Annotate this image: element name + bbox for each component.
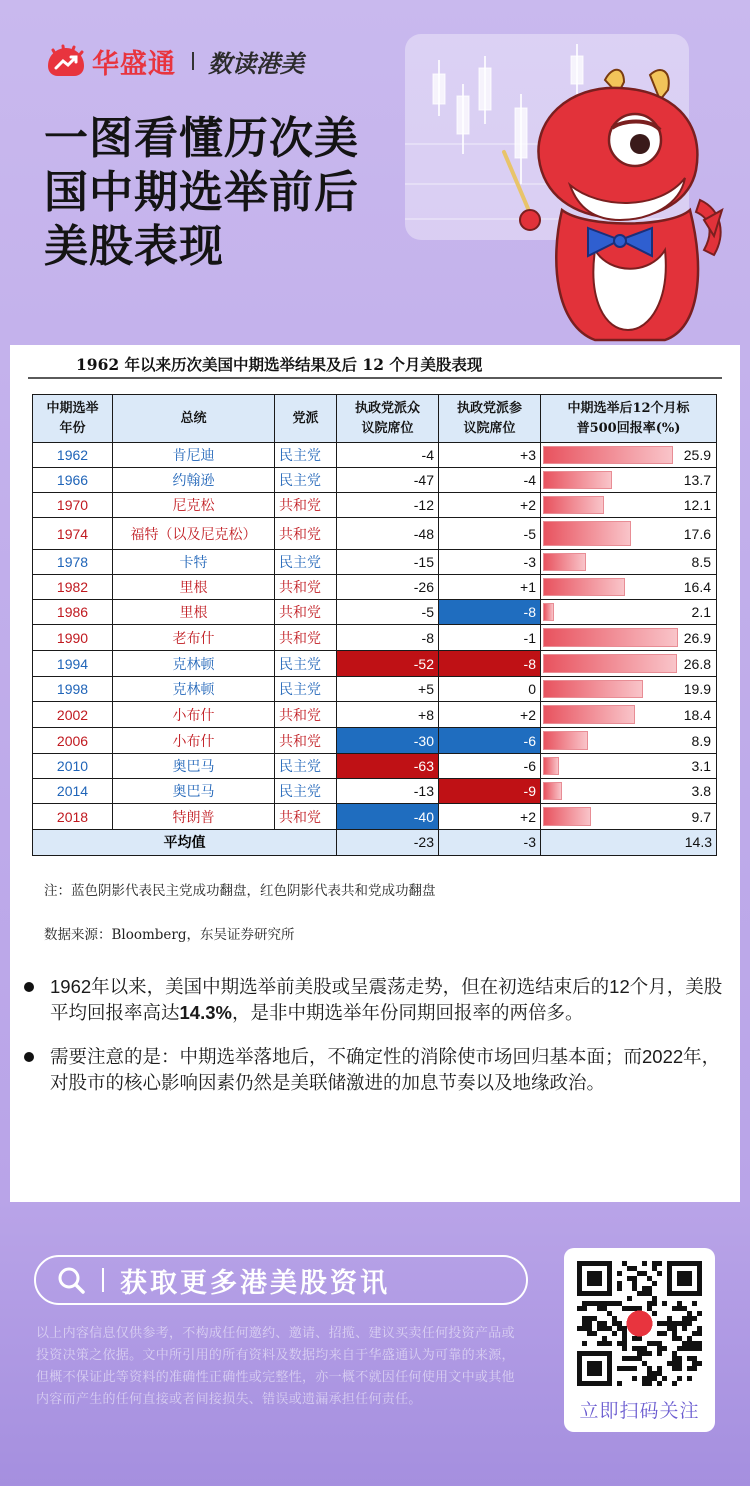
return-value-label: 18.4 [683,706,711,723]
cell-return [541,625,717,651]
cell-house-seats: -47 [337,468,439,493]
header-year: 中期选举 年份 [33,395,113,443]
cell-senate-seats: -6 [439,754,541,779]
average-senate: -3 [439,830,541,856]
bullet-dot-icon [24,1052,34,1062]
cell-party: 共和党 [275,702,337,728]
cell-president: 里根 [113,600,275,625]
cell-president: 克林顿 [113,651,275,677]
bullet-dot-icon [24,982,34,992]
return-value-label: 26.8 [683,655,711,672]
cell-party: 共和党 [275,728,337,754]
table-row [33,779,717,804]
table-row [33,625,717,651]
cell-return [541,677,717,702]
table-row [33,754,717,779]
cell-party: 共和党 [275,625,337,651]
return-bar [543,807,591,826]
cell-senate-seats: -9 [439,779,541,804]
qr-label: 立即扫码关注 [579,1401,700,1422]
brand-subtitle: 数读港美 [208,50,304,78]
cell-house-seats: +5 [337,677,439,702]
red-dragon-mascot-icon [500,60,730,345]
cell-party: 民主党 [275,779,337,804]
cell-return [541,575,717,600]
title-line-1: 一图看懂历次美 [44,114,359,163]
return-value-label: 13.7 [683,472,711,488]
cell-return [541,651,717,677]
cell-president: 奥巴马 [113,779,275,804]
return-bar [543,731,588,750]
cell-senate-seats: +2 [439,493,541,518]
page-title [44,112,394,274]
cell-house-seats: +8 [337,702,439,728]
cell-year: 2014 [33,779,113,804]
cell-house-seats: -15 [337,550,439,575]
return-value-label: 8.9 [691,732,711,749]
cell-party: 共和党 [275,518,337,550]
table-header-row [33,395,717,443]
return-bar [543,471,612,489]
bullet-list [24,974,736,1114]
table-row [33,651,717,677]
table-average-row [33,830,717,856]
bullet-1-text-pre: 1962年以来，美国中期选举前美股或呈震荡走势，但在初选结束后的12个月，美股平均回报率高达 [50,976,723,1023]
return-value-label: 3.1 [691,758,711,774]
table-row [33,677,717,702]
cell-senate-seats: -6 [439,728,541,754]
cell-house-seats: -63 [337,754,439,779]
cell-year: 1978 [33,550,113,575]
cell-president: 约翰逊 [113,468,275,493]
cell-party: 共和党 [275,804,337,830]
average-label: 平均值 [33,830,337,856]
cell-year: 1966 [33,468,113,493]
bullet-1-highlight: 14.3% [179,1002,232,1023]
cell-year: 1986 [33,600,113,625]
return-value-label: 16.4 [683,579,711,595]
brand[interactable] [44,44,304,78]
return-bar [543,496,604,514]
return-bar [543,705,635,724]
table-row [33,575,717,600]
brand-divider [192,52,194,70]
bullet-item-1 [24,974,736,1026]
election-table [32,394,717,856]
cell-house-seats: -48 [337,518,439,550]
search-icon [56,1265,86,1295]
bullet-2-text: 需要注意的是：中期选举落地后，不确定性的消除使市场回归基本面；而2022年，对股市的核心影响因素仍然是美联储激进的加息节奏以及地缘政治。 [50,1046,721,1093]
cell-return [541,493,717,518]
return-value-label: 12.1 [683,497,711,513]
cell-year: 1970 [33,493,113,518]
cell-return [541,468,717,493]
return-bar [543,782,562,800]
cell-senate-seats: -8 [439,651,541,677]
cell-return [541,728,717,754]
table-row [33,600,717,625]
cell-house-seats: -8 [337,625,439,651]
cell-return [541,518,717,550]
cell-house-seats: -30 [337,728,439,754]
return-bar [543,521,631,546]
brand-name: 华盛通 [92,48,176,79]
average-return: 14.3 [541,830,717,856]
table-row [33,468,717,493]
figure-title-rule [28,377,722,379]
cell-president: 肯尼迪 [113,443,275,468]
table-body [33,443,717,830]
content-card [10,345,740,1202]
title-line-2: 国中期选举前后 [44,168,359,217]
cell-senate-seats: +2 [439,804,541,830]
cell-return [541,754,717,779]
cell-senate-seats: +2 [439,702,541,728]
cell-year: 2006 [33,728,113,754]
huashengtong-logo-icon [44,44,88,78]
election-table-figure [28,353,722,943]
disclaimer: 以上内容信息仅供参考，不构成任何邀约、邀请、招揽、建议买卖任何投资产品或投资决策之依据。文中所引用的所有资料及数据均来自于华盛通认为可靠的来源，但概不保证此等资料的准确性正确性或完整性，亦一概不就因任何使用文中或其他内容而产生的任何直接或者间接损失、错误或遗漏承担任何责任。 [36,1325,515,1406]
cell-senate-seats: -1 [439,625,541,651]
cell-president: 小布什 [113,728,275,754]
cell-party: 民主党 [275,550,337,575]
cell-house-seats: -12 [337,493,439,518]
return-bar [543,757,559,775]
header-senate: 执政党派参 议院席位 [439,395,541,443]
return-bar [543,578,625,596]
cell-house-seats: -4 [337,443,439,468]
cell-senate-seats: -8 [439,600,541,625]
cell-house-seats: -26 [337,575,439,600]
return-bar [543,603,554,621]
return-bar [543,446,673,464]
bullet-item-2 [24,1044,736,1096]
cell-house-seats: -13 [337,779,439,804]
return-bar [543,553,586,571]
figure-source: 数据来源：Bloomberg，东吴证券研究所 [44,927,295,943]
header-president: 总统 [113,395,275,443]
cell-president: 福特（以及尼克松） [113,518,275,550]
cell-president: 克林顿 [113,677,275,702]
cell-president: 里根 [113,575,275,600]
cell-house-seats: -40 [337,804,439,830]
return-value-label: 3.8 [691,783,711,799]
bullet-1-text-post: ，是非中期选举年份同期回报率的两倍多。 [231,1002,584,1023]
table-row [33,728,717,754]
cell-return [541,804,717,830]
table-row [33,518,717,550]
cell-party: 共和党 [275,600,337,625]
cell-return [541,702,717,728]
cell-president: 卡特 [113,550,275,575]
cell-return [541,443,717,468]
cell-year: 1998 [33,677,113,702]
cell-senate-seats: -3 [439,550,541,575]
return-value-label: 17.6 [683,525,711,542]
cell-return [541,600,717,625]
cell-president: 特朗普 [113,804,275,830]
cell-house-seats: -52 [337,651,439,677]
cell-senate-seats: -4 [439,468,541,493]
cell-year: 1994 [33,651,113,677]
cell-party: 民主党 [275,754,337,779]
search-text: 获取更多港美股资讯 [120,1267,390,1298]
table-row [33,443,717,468]
return-bar [543,654,677,673]
cell-year: 1974 [33,518,113,550]
cell-year: 2002 [33,702,113,728]
header-return: 中期选举后12个月标 普500回报率(%) [541,395,717,443]
average-house: -23 [337,830,439,856]
cell-senate-seats: 0 [439,677,541,702]
cell-president: 老布什 [113,625,275,651]
cell-senate-seats: +1 [439,575,541,600]
more-info-search-bar[interactable] [34,1255,528,1305]
cell-party: 民主党 [275,468,337,493]
cell-party: 民主党 [275,651,337,677]
cell-party: 共和党 [275,575,337,600]
cell-year: 2018 [33,804,113,830]
figure-note: 注：蓝色阴影代表民主党成功翻盘，红色阴影代表共和党成功翻盘 [44,883,436,899]
table-row [33,493,717,518]
return-value-label: 26.9 [683,629,711,646]
header-house: 执政党派众 议院席位 [337,395,439,443]
cell-year: 1990 [33,625,113,651]
qr-card[interactable] [564,1248,715,1432]
cell-party: 民主党 [275,677,337,702]
table-row [33,804,717,830]
search-divider [102,1268,104,1292]
return-value-label: 19.9 [683,681,711,697]
header [0,0,750,345]
table-row [33,550,717,575]
cell-party: 共和党 [275,493,337,518]
cell-year: 2010 [33,754,113,779]
cell-house-seats: -5 [337,600,439,625]
cell-president: 尼克松 [113,493,275,518]
title-line-3: 美股表现 [44,222,224,271]
return-bar [543,628,678,647]
cell-senate-seats: -5 [439,518,541,550]
cell-senate-seats: +3 [439,443,541,468]
return-value-label: 25.9 [683,447,711,463]
table-row [33,702,717,728]
return-value-label: 8.5 [691,554,711,570]
qr-code-icon [577,1261,702,1386]
cell-return [541,550,717,575]
return-value-label: 9.7 [691,808,711,825]
cell-president: 奥巴马 [113,754,275,779]
figure-title: 1962 年以来历次美国中期选举结果及后 12 个月美股表现 [76,355,483,374]
cell-party: 民主党 [275,443,337,468]
cell-president: 小布什 [113,702,275,728]
cell-year: 1962 [33,443,113,468]
header-party: 党派 [275,395,337,443]
return-value-label: 2.1 [691,604,711,620]
cell-year: 1982 [33,575,113,600]
return-bar [543,680,643,698]
cell-return [541,779,717,804]
